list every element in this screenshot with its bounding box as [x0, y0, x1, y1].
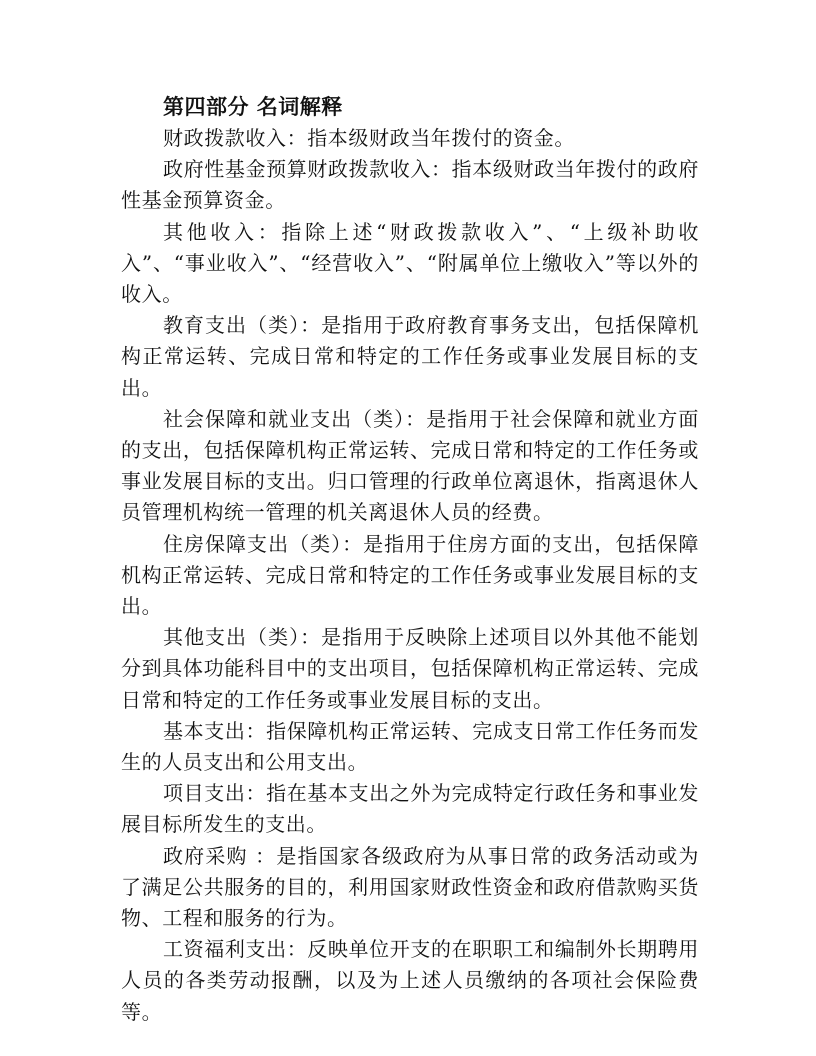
- paragraph-project-expenditure: 项目支出：指在基本支出之外为完成特定行政任务和事业发展目标所发生的支出。: [121, 781, 699, 837]
- paragraph-government-procurement: 政府采购 ：是指国家各级政府为从事日常的政务活动或为了满足公共服务的目的，利用国家财政性资金和政府借款购买货物、工程和服务的行为。: [121, 843, 699, 931]
- paragraph-fiscal-appropriation-income: 财政拨款收入：指本级财政当年拨付的资金。: [163, 126, 575, 150]
- paragraph-social-security-expenditure: 社会保障和就业支出（类）：是指用于社会保障和就业方面的支出，包括保障机构正常运转、完成日常和特定的工作任务或事业发展目标的支出。归口管理的行政单位离退休，指离退休人员管理机构统一管理的机关离退休人员的经费。: [121, 406, 699, 525]
- paragraph-housing-expenditure: 住房保障支出（类）：是指用于住房方面的支出，包括保障机构正常运转、完成日常和特定的工作任务或事业发展目标的支出。: [121, 531, 699, 619]
- paragraph-government-fund-income: 政府性基金预算财政拨款收入：指本级财政当年拨付的政府性基金预算资金。: [121, 157, 699, 213]
- paragraph-basic-expenditure: 基本支出：指保障机构正常运转、完成支日常工作任务而发生的人员支出和公用支出。: [121, 718, 699, 775]
- paragraph-education-expenditure: 教育支出（类）：是指用于政府教育事务支出，包括保障机构正常运转、完成日常和特定的工作任务或事业发展目标的支出。: [121, 313, 699, 400]
- section-heading: 第四部分 名词解释: [163, 95, 343, 119]
- paragraph-other-income: 其他收入：指除上述“财政拨款收入”、“上级补助收入”、“事业收入”、“经营收入”、“附属单位上缴收入”等以外的收入。: [121, 219, 699, 307]
- document-page: [121, 92, 699, 1028]
- paragraph-other-expenditure: 其他支出（类）：是指用于反映除上述项目以外其他不能划分到具体功能科目中的支出项目，包括保障机构正常运转、完成日常和特定的工作任务或事业发展目标的支出。: [121, 625, 699, 712]
- paragraph-wages-welfare-expenditure: 工资福利支出：反映单位开支的在职职工和编制外长期聘用人员的各类劳动报酬，以及为上述人员缴纳的各项社会保险费等。: [121, 937, 699, 1024]
